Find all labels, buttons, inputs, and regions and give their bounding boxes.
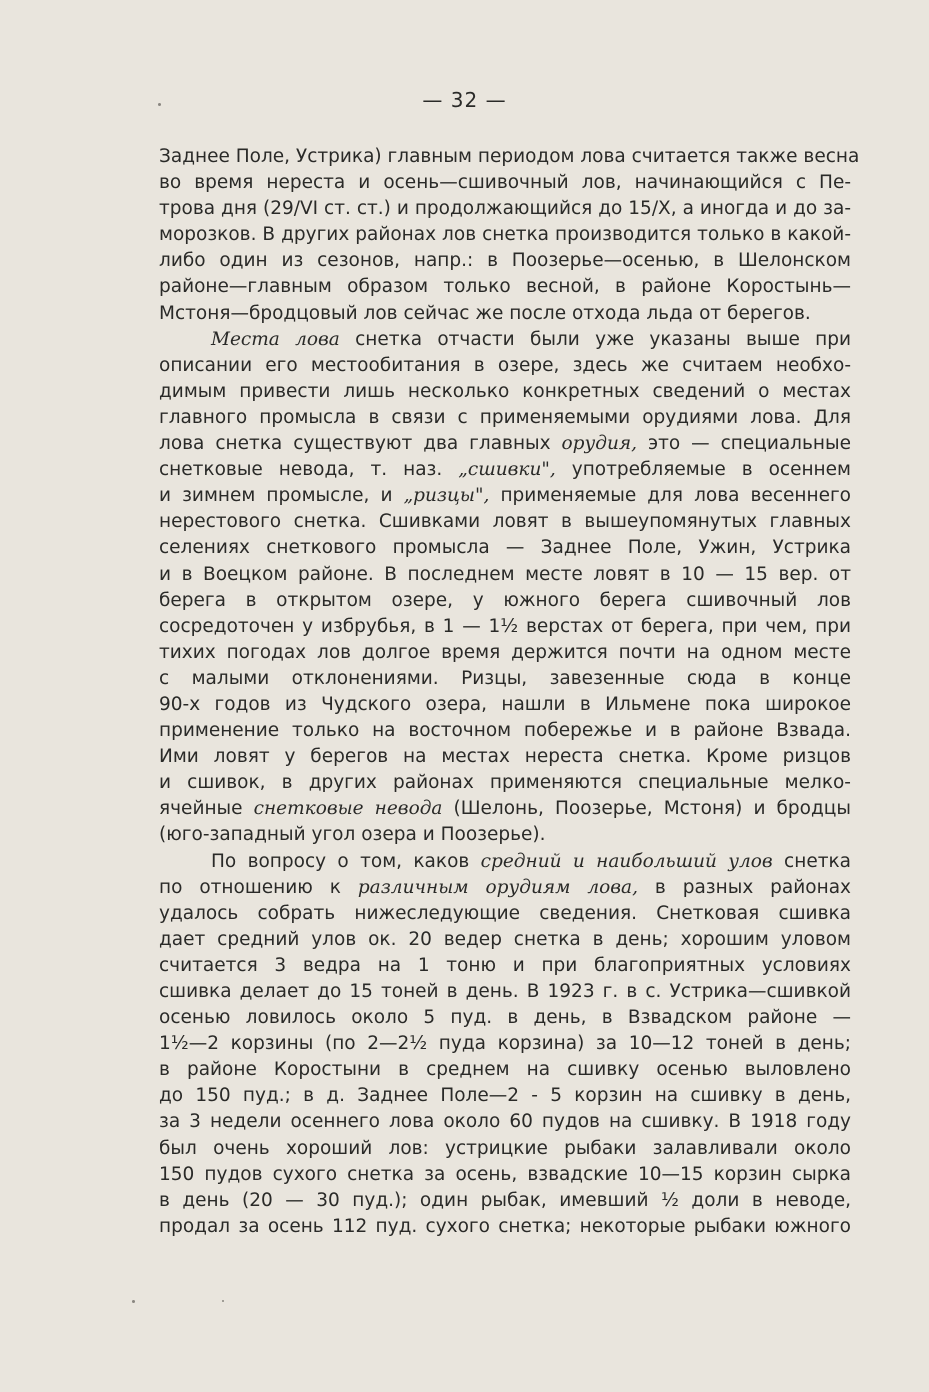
text-line [159,875,851,901]
text-line: димым привести лишь несколько конкретных сведений о местах [159,380,851,402]
text-line: и сшивок, в других районах применяются специальные мелко- [159,772,851,794]
text-segment: снетка отчасти были уже указаны выше при [339,328,851,350]
text-segment: По вопросу о том, каков [211,850,481,872]
italic-term: „сшивки", [458,459,556,481]
text-line: применение только на восточном побережье и в районе Взвада. [159,720,851,742]
text-line: удалось собрать нижеследующие сведения. Снетковая сшивка [159,902,851,924]
text-segment: снетка [772,850,851,872]
text-line: во время нереста и осень—сшивочный лов, начинающийся с Пе- [159,172,851,194]
text-line: районе—главным образом только весной, в районе Коростынь— [159,276,851,298]
text-line: тихих погодах лов долгое время держится почти на одном месте [159,641,851,663]
text-line: сшивка делает до 15 тоней в день. В 1923 г. в с. Устрика—сшивкой [159,981,851,1002]
text-segment: применяемые для лова весеннего [489,485,851,507]
text-line: описании его местообитания в озере, здесь же считаем необхо- [159,354,851,376]
text-segment: снетковые невода, т. наз. [159,459,459,481]
text-line: нерестового снетка. Сшивками ловят в вышеупомянутых главных [159,511,851,533]
italic-term: „ризцы", [403,485,490,507]
text-line: 150 пудов сухого снетка за осень, взвадские 10—15 корзин сырка [159,1163,851,1185]
text-segment: (Шелонь, Поозерье, Мстоня) и бродцы [442,798,851,820]
text-line: с малыми отклонениями. Ризцы, завезенные сюда в конце [159,667,851,689]
text-line [159,431,851,457]
italic-term: снетковые невода [253,798,443,820]
text-segment: и зимнем промысле, и [159,485,404,507]
text-segment: это — специальные [637,433,851,455]
text-segment: в разных районах [637,876,851,898]
text-segment: ячейные [159,798,254,820]
text-line: считается 3 ведра на 1 тоню и при благоприятных условиях [159,954,851,976]
text-line [159,796,851,822]
text-line: за 3 недели осеннего лова около 60 пудов на сшивку. В 1918 году [159,1111,851,1133]
text-line [159,483,851,509]
text-line: до 150 пуд.; в д. Заднее Поле—2 - 5 корзин на сшивку в день, [159,1085,851,1107]
text-line: Ими ловят у берегов на местах нереста снетка. Кроме ризцов [159,746,851,768]
text-line: 90-х годов из Чудского озера, нашли в Ильмене пока широкое [159,693,851,715]
text-line: селениях снеткового промысла — Заднее Поле, Ужин, Устрика [159,537,851,559]
text-line: сосредоточен у избрубья, в 1 — 1½ верстах от берега, при чем, при [159,615,851,637]
text-segment: лова снетка существуют два главных [159,433,562,455]
paper-speck [132,1300,135,1303]
text-line: либо один из сезонов, напр.: в Поозерье—осенью, в Шелонском [159,250,851,272]
text-line [159,327,851,353]
italic-term: различным орудиям лова, [357,876,638,898]
italic-term: орудия, [561,433,638,455]
text-line [159,457,851,483]
text-line: Мстоня—бродцовый лов сейчас же после отхода льда от берегов. [159,302,811,324]
text-segment: употребляемые в осеннем [555,459,851,481]
text-line: главного промысла в связи с применяемыми орудиями лова. Для [159,406,851,428]
text-line: осенью ловилось около 5 пуд. в день, в Взвадском районе — [159,1007,851,1029]
text-line: продал за осень 112 пуд. сухого снетка; некоторые рыбаки южного [159,1215,851,1237]
text-line: был очень хороший лов: устрицкие рыбаки залавливали около [159,1137,851,1159]
paper-speck [222,1300,224,1302]
text-line: дает средний улов ок. 20 ведер снетка в день; хорошим уловом [159,928,851,950]
paper-speck [158,103,161,106]
text-line: Заднее Поле, Устрика) главным периодом лова считается также весна [159,146,860,167]
text-line [159,849,851,875]
page-number: — 32 — [422,88,507,112]
text-line: (юго-западный угол озера и Поозерье). [159,824,546,846]
text-line: и в Воецком районе. В последнем месте ловят в 10 — 15 вер. от [159,563,851,585]
italic-term: средний и наибольший улов [480,850,773,872]
italic-term: Места лова [211,328,340,350]
text-line: в день (20 — 30 пуд.); один рыбак, имевший ½ доли в неводе, [159,1189,851,1211]
text-line: в районе Коростыни в среднем на сшивку осенью выловлено [159,1059,851,1081]
text-line: трова дня (29/VI ст. ст.) и продолжающийся до 15/Х, а иногда и до за- [159,198,851,220]
body-text [159,144,860,1240]
text-line: морозков. В других районах лов снетка производится только в какой- [159,224,851,246]
text-segment: по отношению к [159,876,358,898]
text-line: 1½—2 корзины (по 2—2½ пуда корзина) за 10—12 тоней в день; [159,1033,851,1055]
text-line: берега в открытом озере, у южного берега сшивочный лов [159,589,851,611]
